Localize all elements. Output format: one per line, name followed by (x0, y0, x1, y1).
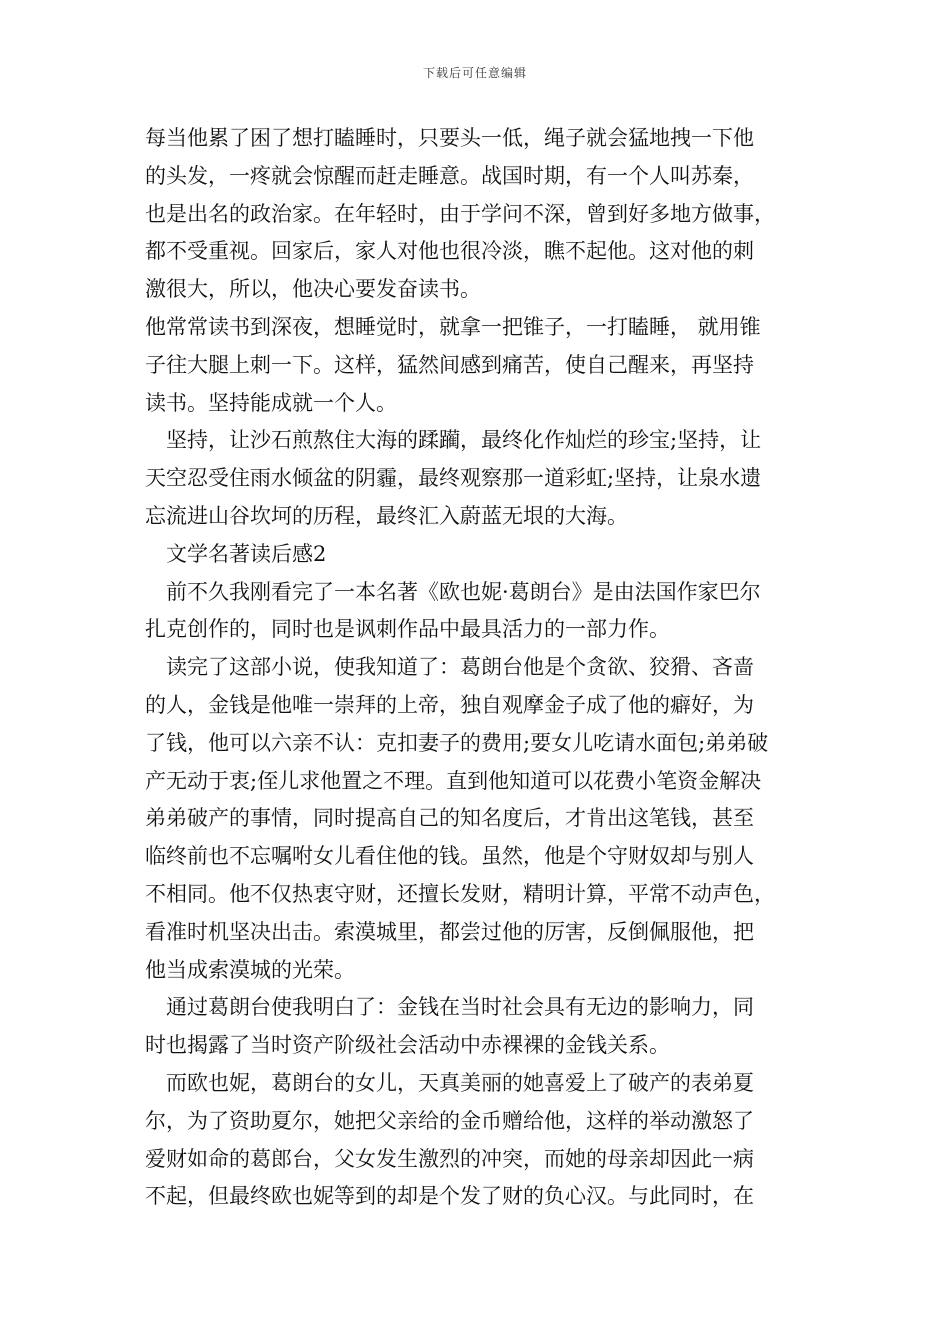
text-line: 坚持，让沙石煎熬住大海的蹂躏，最终化作灿烂的珍宝;坚持，让 (145, 428, 762, 453)
text-line: 扎克创作的，同时也是讽刺作品中最具活力的一部力作。 (145, 617, 670, 642)
text-line: 忘流进山谷坎坷的历程，最终汇入蔚蓝无垠的大海。 (145, 503, 628, 528)
text-line: 不起，但最终欧也妮等到的却是个发了财的负心汉。与此同时，在 (145, 1184, 754, 1209)
text-line: 临终前也不忘嘱咐女儿看住他的钱。虽然，他是个守财奴却与别人 (145, 844, 754, 869)
text-line: 天空忍受住雨水倾盆的阴霾，最终观察那一道彩虹;坚持，让泉水遗 (145, 466, 762, 491)
section-heading: 文学名著读后感2 (145, 541, 327, 566)
text-line: 读完了这部小说，使我知道了：葛朗台他是个贪欲、狡猾、吝啬 (145, 655, 754, 680)
text-line: 也是出名的政治家。在年轻时，由于学问不深，曾到好多地方做事， (145, 201, 775, 226)
text-line: 了钱，他可以六亲不认：克扣妻子的费用;要女儿吃请水面包;弟弟破 (145, 730, 769, 755)
text-line: 产无动于衷;侄儿求他置之不理。直到他知道可以花费小笔资金解决 (145, 768, 762, 793)
text-line: 通过葛朗台使我明白了：金钱在当时社会具有无边的影响力，同 (145, 995, 754, 1020)
text-line: 尔，为了资助夏尔，她把父亲给的金币赠给他，这样的举动激怒了 (145, 1108, 754, 1133)
text-line: 爱财如命的葛郎台，父女发生激烈的冲突，而她的母亲却因此一病 (145, 1146, 754, 1171)
text-line: 都不受重视。回家后，家人对他也很冷淡，瞧不起他。这对他的刺 (145, 239, 754, 264)
text-line: 不相同。他不仅热衷守财，还擅长发财，精明计算，平常不动声色， (145, 881, 775, 906)
text-line: 他常常读书到深夜，想睡觉时，就拿一把锥子，一打瞌睡， 就用锥 (145, 314, 761, 339)
text-line: 而欧也妮，葛朗台的女儿，天真美丽的她喜爱上了破产的表弟夏 (145, 1070, 754, 1095)
text-line: 看准时机坚决出击。索漠城里，都尝过他的厉害，反倒佩服他，把 (145, 919, 754, 944)
text-line: 读书。坚持能成就一个人。 (145, 390, 397, 415)
page-header: 下载后可任意编辑 (422, 66, 527, 80)
text-line: 时也揭露了当时资产阶级社会活动中赤裸裸的金钱关系。 (145, 1033, 670, 1058)
text-line: 前不久我刚看完了一本名著《欧也妮·葛朗台》是由法国作家巴尔 (145, 579, 761, 604)
document-body (145, 120, 813, 1216)
text-line: 的人，金钱是他唯一崇拜的上帝，独自观摩金子成了他的癖好，为 (145, 692, 754, 717)
text-line: 他当成索漠城的光荣。 (145, 957, 355, 982)
text-line: 的头发，一疼就会惊醒而赶走睡意。战国时期，有一个人叫苏秦， (145, 163, 754, 188)
text-line: 每当他累了困了想打瞌睡时，只要头一低，绳子就会猛地拽一下他 (145, 126, 754, 150)
text-line: 弟弟破产的事情，同时提高自己的知名度后，才肯出这笔钱，甚至 (145, 806, 754, 831)
text-line: 激很大，所以，他决心要发奋读书。 (145, 277, 481, 302)
text-line: 子往大腿上刺一下。这样，猛然间感到痛苦，使自己醒来，再坚持 (145, 352, 754, 377)
